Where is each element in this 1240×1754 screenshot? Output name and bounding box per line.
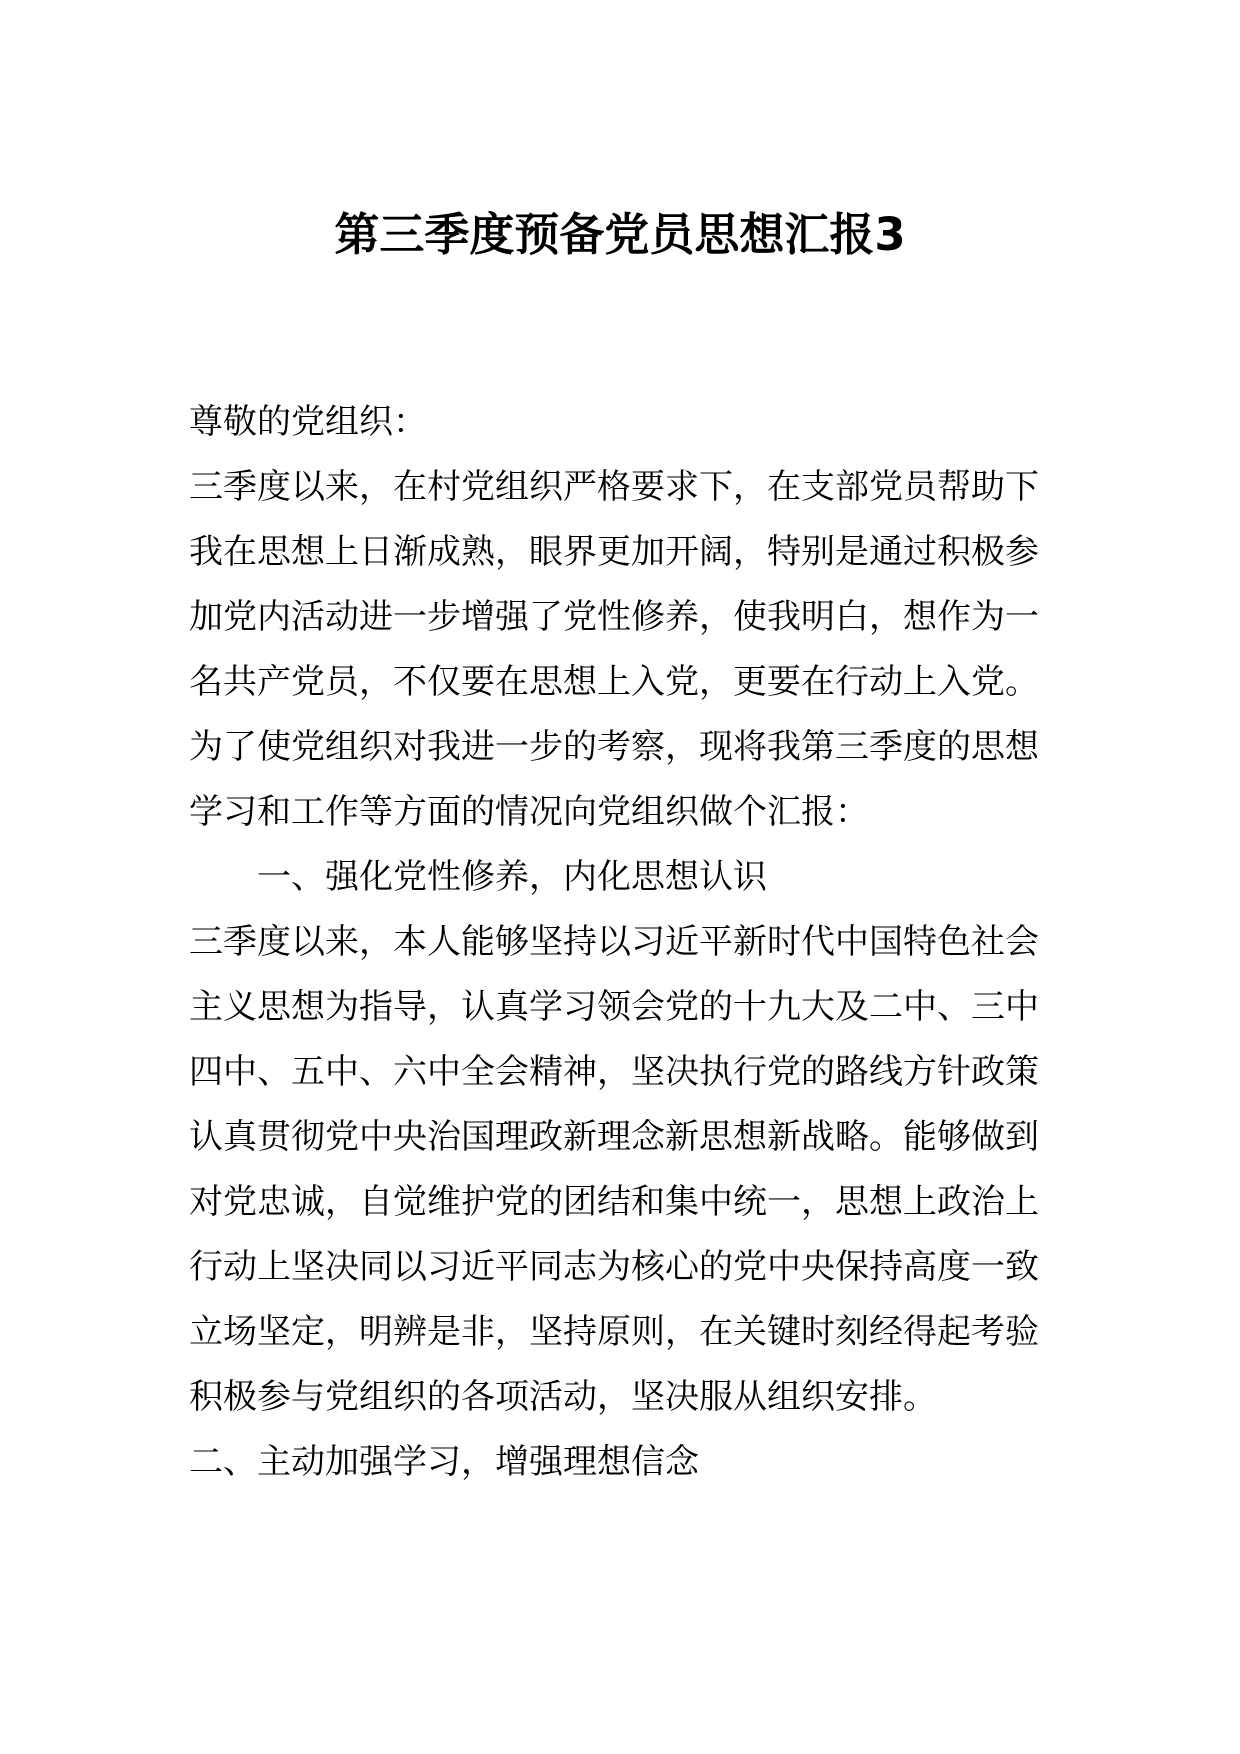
paragraph-line: 为了使党组织对我进一步的考察，现将我第三季度的思想 bbox=[189, 727, 1039, 767]
paragraph-line: 加党内活动进一步增强了党性修养，使我明白，想作为一 bbox=[189, 597, 1039, 637]
paragraph-line: 我在思想上日渐成熟，眼界更加开阔，特别是通过积极参 bbox=[189, 532, 1039, 572]
paragraph-line: 三季度以来，本人能够坚持以习近平新时代中国特色社会 bbox=[189, 922, 1039, 962]
paragraph-line: 立场坚定，明辨是非，坚持原则，在关键时刻经得起考验 bbox=[189, 1312, 1039, 1352]
paragraph-line: 行动上坚决同以习近平同志为核心的党中央保持高度一致 bbox=[189, 1247, 1039, 1287]
paragraph-line: 四中、五中、六中全会精神，坚决执行党的路线方针政策 bbox=[189, 1052, 1039, 1092]
paragraph-line: 认真贯彻党中央治国理政新理念新思想新战略。能够做到 bbox=[189, 1117, 1039, 1157]
section-heading-2: 二、主动加强学习，增强理想信念 bbox=[189, 1442, 699, 1482]
paragraph-line: 名共产党员，不仅要在思想上入党，更要在行动上入党。 bbox=[189, 662, 1039, 702]
paragraph-line: 积极参与党组织的各项活动，坚决服从组织安排。 bbox=[189, 1377, 937, 1417]
paragraph-line: 主义思想为指导，认真学习领会党的十九大及二中、三中 bbox=[189, 987, 1039, 1027]
document-body bbox=[189, 390, 1069, 1495]
document-title: 第三季度预备党员思想汇报3 bbox=[334, 208, 906, 261]
paragraph-line: 三季度以来，在村党组织严格要求下，在支部党员帮助下 bbox=[189, 467, 1039, 507]
salutation: 尊敬的党组织： bbox=[189, 402, 427, 442]
section-heading-1: 一、强化党性修养，内化思想认识 bbox=[257, 857, 767, 897]
paragraph-line: 对党忠诚，自觉维护党的团结和集中统一，思想上政治上 bbox=[189, 1182, 1039, 1222]
paragraph-line: 学习和工作等方面的情况向党组织做个汇报： bbox=[189, 792, 869, 832]
